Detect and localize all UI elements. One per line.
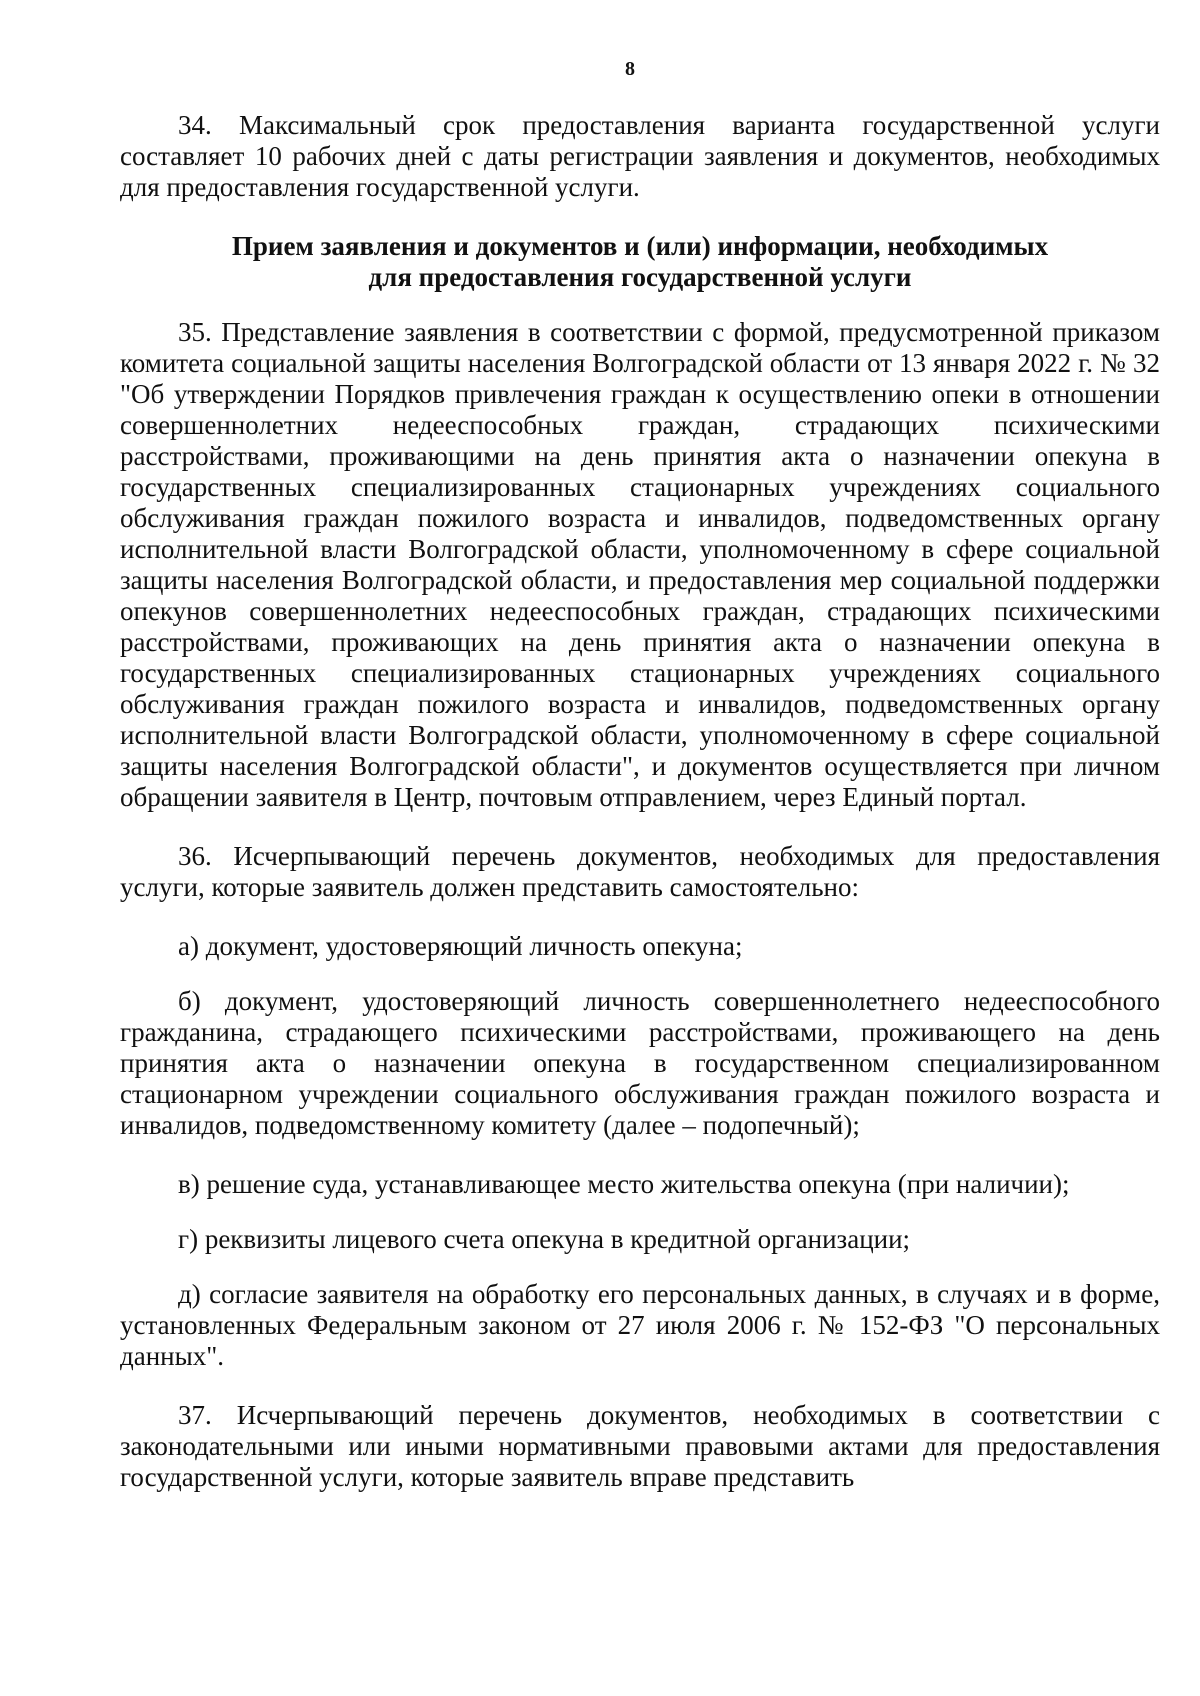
paragraph-35: 35. Представление заявления в соответствии с формой, предусмотренной приказом комитета социальной защиты населения Волгоградской области от 13 января 2022 г. № 32 "Об утверждении Порядков привлечения граждан к осуществлению опеки в отношении совершеннолетних недееспособных граждан, страдающих психическими расстройствами, проживающими на день принятия акта о назначении опекуна в государственных специализированных стационарных учреждениях социального обслуживания граждан пожилого возраста и инвалидов, подведомственных органу исполнительной власти Волгоградской области, уполномоченному в сфере социальной защиты населения Волгоградской области, и предоставления мер социальной поддержки опекунов совершеннолетних недееспособных граждан, страдающих психическими расстройствами, проживающих на день принятия акта о назначении опекуна в государственных специализированных стационарных учреждениях социального обслуживания граждан пожилого возраста и инвалидов, подведомственных органу исполнительной власти Волгоградской области, уполномоченному в сфере социальной защиты населения Волгоградской области", и документов осуществляется при личном обращении заявителя в Центр, почтовым отправлением, через Единый портал. bbox=[120, 317, 1160, 812]
list-item-v: в) решение суда, устанавливающее место жительства опекуна (при наличии); bbox=[178, 1169, 1070, 1199]
section-heading-line-1: Прием заявления и документов и (или) информации, необходимых bbox=[231, 231, 1049, 261]
list-item-b: б) документ, удостоверяющий личность совершеннолетнего недееспособного гражданина, страдающего психическими расстройствами, проживающего на день принятия акта о назначении опекуна в государственном специализированном стационарном учреждении социального обслуживания граждан пожилого возраста и инвалидов, подведомственному комитету (далее – подопечный); bbox=[120, 986, 1160, 1140]
document-body bbox=[120, 110, 1160, 1521]
section-heading bbox=[120, 231, 1160, 293]
list-item-d: д) согласие заявителя на обработку его персональных данных, в случаях и в форме, установленных Федеральным законом от 27 июля 2006 г. № 152-ФЗ "О персональных данных". bbox=[120, 1279, 1160, 1371]
paragraph-34: 34. Максимальный срок предоставления варианта государственной услуги составляет 10 рабочих дней с даты регистрации заявления и документов, необходимых для предоставления государственной услуги. bbox=[120, 110, 1160, 202]
paragraph-37: 37. Исчерпывающий перечень документов, необходимых в соответствии с законодательными или иными нормативными правовыми актами для предоставления государственной услуги, которые заявитель вправе представить bbox=[120, 1400, 1160, 1492]
section-heading-line-2: для предоставления государственной услуги bbox=[368, 262, 912, 292]
page-number: 8 bbox=[625, 58, 635, 80]
list-item-a: а) документ, удостоверяющий личность опекуна; bbox=[178, 931, 743, 961]
list-item-g: г) реквизиты лицевого счета опекуна в кредитной организации; bbox=[178, 1224, 911, 1254]
paragraph-36: 36. Исчерпывающий перечень документов, необходимых для предоставления услуги, которые заявитель должен представить самостоятельно: bbox=[120, 841, 1160, 902]
